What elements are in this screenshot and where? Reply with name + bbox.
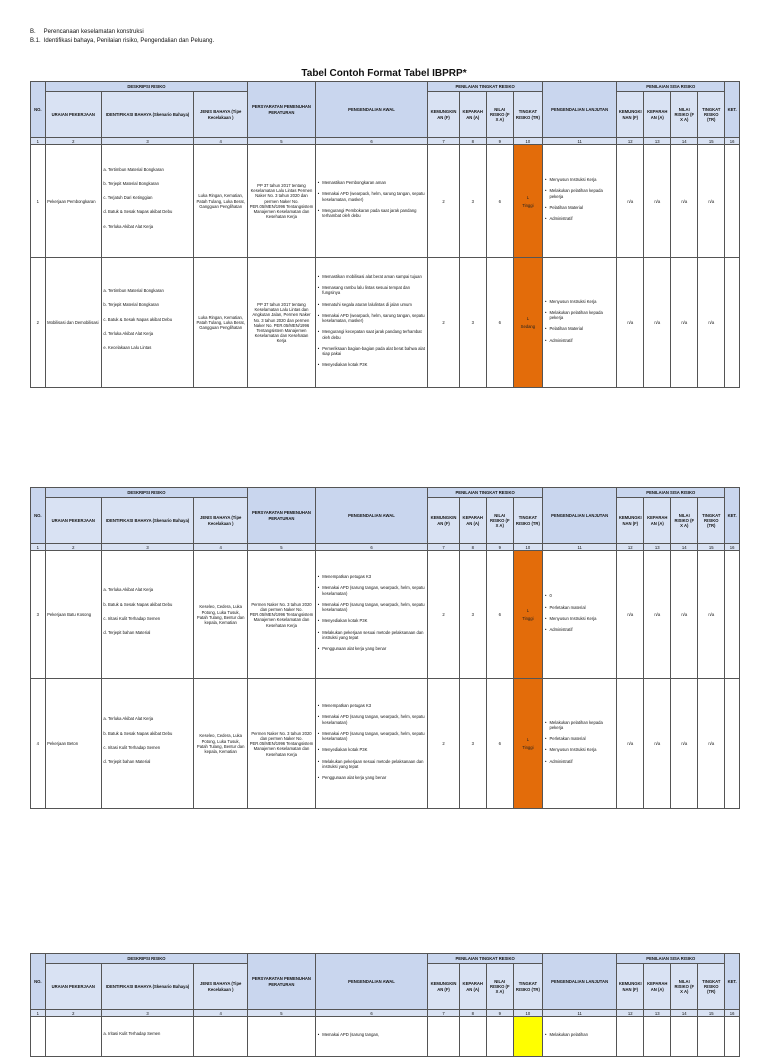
sisa-tingkat-value: n/a	[698, 258, 725, 388]
nilai-risiko-value: 6	[486, 258, 513, 388]
column-number: 4	[194, 1010, 248, 1017]
column-number: 11	[543, 138, 617, 145]
persyaratan-peraturan: PP 37 tahun 2017 tentang Keselamatan Lalu Lintas dan Angkutan Jalan, Permen Naker No. 3 tahun 2020 dan permen Naker No. PER.05/MEN/1996 Tentangsistem Manajemen Keselamatan dan Kesehatan Kerja	[248, 258, 316, 388]
sisa-tingkat-value: n/a	[698, 551, 725, 679]
header-sisa-kemungkinan: KEMUNGKINAN (F)	[617, 92, 644, 138]
column-number: 15	[698, 138, 725, 145]
further-control-list	[545, 299, 615, 343]
column-number: 4	[194, 138, 248, 145]
sisa-tingkat-value: n/a	[698, 679, 725, 809]
list-item: • Melakukan pekerjaan sesuai metode pelaksanaan dan instruksi yang tepat	[322, 759, 426, 769]
sisa-kemungkinan-value: n/a	[617, 145, 644, 258]
persyaratan-peraturan: Permen Naker No. 3 tahun 2020 dan permen Naker No. PER.05/MEN/1996 Tentangsistem Manajemen Keselamatan dan Kesehatan Kerja	[248, 679, 316, 809]
tingkat-risiko-label: Sedang	[520, 324, 536, 330]
header-no: NO.	[31, 954, 46, 1010]
list-item: c. Batuk & Sesak Napas akibat Debu	[103, 316, 173, 322]
uraian-pekerjaan	[45, 1017, 101, 1057]
pengendalian-awal	[315, 679, 428, 809]
list-item: a. Tertimbun Material Bongkaran	[103, 166, 164, 172]
pengendalian-lanjutan	[543, 258, 617, 388]
list-item: e. Terluka Akibat Alat Kerja	[103, 223, 154, 229]
row-number	[31, 1017, 46, 1057]
column-number: 16	[725, 544, 740, 551]
list-item: • 0	[550, 593, 615, 598]
list-item: • Melakukan pelatihan kepada pekerja	[550, 188, 615, 198]
sisa-nilai-value: n/a	[671, 258, 698, 388]
list-item: • Menyusun Instruksi Kerja	[550, 299, 615, 304]
table-row	[31, 551, 740, 679]
header-no: NO.	[31, 488, 46, 544]
header-identifikasi: IDENTIFIKASI BAHAYA (Skenario Bahaya)	[101, 498, 193, 544]
header-pengendalian-lanjutan: PENGENDALIAN LANJUTAN	[543, 954, 617, 1010]
list-item: • Memastikan mobilisasi alat berat aman sampai tujuan	[322, 274, 426, 279]
header-sisa-keparahan: KEPARAHAN (A)	[644, 498, 671, 544]
column-number: 16	[725, 1010, 740, 1017]
column-number: 9	[486, 138, 513, 145]
sisa-keparahan-value: n/a	[644, 551, 671, 679]
header-pengendalian-awal: PENGENDALIAN AWAL	[315, 82, 428, 138]
hazard-list	[103, 1031, 191, 1036]
section-heading-b	[30, 28, 144, 36]
pengendalian-lanjutan	[543, 145, 617, 258]
list-item: c. Iritasi Kulit Terhadap Semen	[103, 744, 161, 750]
column-number: 3	[101, 138, 193, 145]
keterangan-value	[725, 679, 740, 809]
list-item: • Menyediakan kotak P3K	[322, 362, 426, 367]
sisa-keparahan-value	[644, 1017, 671, 1057]
keterangan-value	[725, 551, 740, 679]
header-sisa-tingkat: TINGKAT RISIKO (TR)	[698, 964, 725, 1010]
list-item: • Menyusun Instruksi Kerja	[550, 747, 615, 752]
header-deskripsi-risiko: DESKRIPSI RISIKO	[45, 82, 248, 92]
control-list	[317, 180, 426, 218]
list-item: c. Iritasi Kulit Terhadap Semen	[103, 615, 161, 621]
header-nilai: NILAI RISIKO (F X A)	[486, 498, 513, 544]
column-number: 13	[644, 138, 671, 145]
column-number: 7	[428, 138, 460, 145]
column-number: 1	[31, 1010, 46, 1017]
nilai-risiko-value: 6	[486, 145, 513, 258]
sisa-nilai-value	[671, 1017, 698, 1057]
table-row	[31, 1017, 740, 1057]
header-sisa-kemungkinan: KEMUNGKINAN (F)	[617, 964, 644, 1010]
list-item: a. Terluka Akibat Alat Kerja	[103, 716, 154, 722]
header-group-row	[31, 488, 740, 498]
kemungkinan-value	[428, 1017, 460, 1057]
jenis-bahaya: Keseleo, Cedera, Luka Potong, Luka Tusuk, Patah Tulang, Bentur dan kepala, Kematian	[194, 551, 248, 679]
tingkat-risiko-label: Tinggi	[522, 202, 534, 208]
header-sisa-kemungkinan: KEMUNGKINAN (F)	[617, 498, 644, 544]
tingkat-risiko-code: L	[526, 608, 530, 613]
header-uraian: URAIAN PEKERJAAN	[45, 964, 101, 1010]
sisa-kemungkinan-value: n/a	[617, 258, 644, 388]
header-sisa-nilai: NILAI RISIKO (F X A)	[671, 964, 698, 1010]
pengendalian-lanjutan	[543, 551, 617, 679]
row-number: 2	[31, 258, 46, 388]
uraian-pekerjaan: Pekerjaan Pembongkaran	[45, 145, 101, 258]
header-persyaratan: PERSYARATAN PEMENUHAN PERATURAN	[248, 954, 316, 1010]
list-item: • Memakai APD (wearpack, helm, sarung tangan, sepatu keselamatan, masker)	[322, 191, 426, 201]
control-list	[317, 574, 426, 651]
list-item: a. Terluka Akibat Alat Kerja	[103, 587, 154, 593]
header-penilaian-tingkat: PENILAIAN TINGKAT RESIKO	[428, 488, 543, 498]
sisa-nilai-value: n/a	[671, 679, 698, 809]
list-item: • Administratif	[550, 338, 615, 343]
column-number: 8	[459, 544, 486, 551]
tingkat-risiko-cell	[513, 258, 542, 388]
column-number: 8	[459, 1010, 486, 1017]
kemungkinan-value: 2	[428, 145, 460, 258]
header-group-row	[31, 82, 740, 92]
column-number: 13	[644, 1010, 671, 1017]
pengendalian-lanjutan	[543, 1017, 617, 1057]
column-number-row	[31, 544, 740, 551]
kemungkinan-value: 2	[428, 679, 460, 809]
header-penilaian-sisa: PENILAIAN SISA RISIKO	[617, 82, 725, 92]
header-uraian: URAIAN PEKERJAAN	[45, 498, 101, 544]
column-number: 10	[513, 1010, 542, 1017]
column-number: 14	[671, 1010, 698, 1017]
header-ket: KET.	[725, 488, 740, 544]
nilai-risiko-value	[486, 1017, 513, 1057]
column-number: 14	[671, 544, 698, 551]
subsection-title: Identifikasi bahaya, Penilaian risiko, Pengendalian dan Peluang.	[43, 38, 215, 44]
pengendalian-lanjutan	[543, 679, 617, 809]
header-identifikasi: IDENTIFIKASI BAHAYA (Skenario Bahaya)	[101, 92, 193, 138]
list-item: • Menempatkan petugas K3	[322, 574, 426, 579]
column-number: 2	[45, 138, 101, 145]
header-tingkat: TINGKAT RISIKO (TR)	[513, 498, 542, 544]
sisa-keparahan-value: n/a	[644, 145, 671, 258]
column-number: 13	[644, 544, 671, 551]
list-item: b. Terjepit Material Bongkaran	[103, 302, 159, 308]
control-list	[317, 1032, 426, 1037]
list-item: • Penggunaan alat kerja yang benar	[322, 775, 426, 780]
list-item: • Melakukan pekerjaan sesuai metode pelaksanaan dan instruksi yang tepat	[322, 630, 426, 640]
list-item: • Menyediakan kotak P3K	[322, 747, 426, 752]
header-kemungkinan: KEMUNGKINAN (F)	[428, 498, 460, 544]
column-number: 8	[459, 138, 486, 145]
jenis-bahaya	[194, 1017, 248, 1057]
column-number: 5	[248, 544, 316, 551]
column-number: 10	[513, 544, 542, 551]
header-penilaian-tingkat: PENILAIAN TINGKAT RESIKO	[428, 82, 543, 92]
header-jenis: JENIS BAHAYA (Tipe Kecelakaan )	[194, 498, 248, 544]
list-item: • Memakai APD (sarung tangan, wearpack, helm, sepatu keselamatan)	[322, 602, 426, 612]
sisa-tingkat-value	[698, 1017, 725, 1057]
column-number: 5	[248, 138, 316, 145]
header-jenis: JENIS BAHAYA (Tipe Kecelakaan )	[194, 92, 248, 138]
list-item: • Menyusun Instruksi Kerja	[550, 177, 615, 182]
header-jenis: JENIS BAHAYA (Tipe Kecelakaan )	[194, 964, 248, 1010]
tingkat-risiko-code: L	[526, 194, 530, 200]
column-number: 11	[543, 544, 617, 551]
header-nilai: NILAI RISIKO (F X A)	[486, 964, 513, 1010]
header-kemungkinan: KEMUNGKINAN (F)	[428, 92, 460, 138]
ibprp-table	[30, 953, 740, 1057]
list-item: • Memakai APD (wearpack, helm, sarung tangan, sepatu keselamatan, masker)	[322, 313, 426, 323]
hazard-list	[103, 167, 191, 229]
ibprp-table	[30, 81, 740, 388]
further-control-list	[545, 1032, 615, 1037]
list-item: • Menempatkan petugas K3	[322, 703, 426, 708]
header-tingkat: TINGKAT RISIKO (TR)	[513, 92, 542, 138]
column-number: 2	[45, 544, 101, 551]
pengendalian-awal	[315, 1017, 428, 1057]
nilai-risiko-value: 6	[486, 551, 513, 679]
list-item: • Administratif	[550, 216, 615, 221]
column-number: 14	[671, 138, 698, 145]
pengendalian-awal	[315, 258, 428, 388]
tingkat-risiko-label: Tinggi	[522, 616, 534, 622]
header-pengendalian-lanjutan: PENGENDALIAN LANJUTAN	[543, 82, 617, 138]
column-number: 9	[486, 1010, 513, 1017]
list-item: • Memastikan Pembongkaran aman	[322, 180, 426, 185]
keterangan-value	[725, 145, 740, 258]
tingkat-risiko-cell	[513, 1017, 542, 1057]
keparahan-value: 3	[459, 679, 486, 809]
persyaratan-peraturan	[248, 1017, 316, 1057]
list-item: • Administratif	[550, 627, 615, 632]
keparahan-value: 3	[459, 551, 486, 679]
list-item: • Melakukan pelatihan kepada pekerja	[550, 720, 615, 730]
list-item: d. Batuk & Sesak Napas akibat Debu	[103, 209, 173, 215]
column-number: 3	[101, 1010, 193, 1017]
section-number: B.	[30, 29, 36, 35]
table-row	[31, 679, 740, 809]
list-item: b. Batuk & Sesak Napas akibat Debu	[103, 601, 173, 607]
uraian-pekerjaan: Pekerjaan Beton	[45, 679, 101, 809]
sisa-nilai-value: n/a	[671, 551, 698, 679]
list-item: • Mematuhi segala aturan lalulintas di jalan umum	[322, 302, 426, 307]
list-item: • Mengurangi kecepatan saat jarak pandang terhambat oleh debu	[322, 329, 426, 339]
header-pengendalian-awal: PENGENDALIAN AWAL	[315, 488, 428, 544]
header-uraian: URAIAN PEKERJAAN	[45, 92, 101, 138]
list-item: • Pelatihan Material	[550, 205, 615, 210]
list-item: • Memakai APD (sarung tangan,	[322, 1032, 426, 1037]
column-number: 16	[725, 138, 740, 145]
sisa-kemungkinan-value: n/a	[617, 551, 644, 679]
sisa-kemungkinan-value: n/a	[617, 679, 644, 809]
column-number: 15	[698, 544, 725, 551]
column-number: 12	[617, 544, 644, 551]
column-number-row	[31, 1010, 740, 1017]
identifikasi-bahaya	[101, 551, 193, 679]
header-penilaian-sisa: PENILAIAN SISA RISIKO	[617, 954, 725, 964]
jenis-bahaya: Luka Ringan, Kematian, Patah Tulang, Luka Berat, Gangguan Penglihatan	[194, 145, 248, 258]
header-deskripsi-risiko: DESKRIPSI RISIKO	[45, 488, 248, 498]
list-item: d. Terluka Akibat Alat Kerja	[103, 330, 154, 336]
header-keparahan: KEPARAHAN (A)	[459, 92, 486, 138]
sisa-tingkat-value: n/a	[698, 145, 725, 258]
further-control-list	[545, 720, 615, 764]
list-item: • Menyusun Instruksi Kerja	[550, 616, 615, 621]
jenis-bahaya: Luka Ringan, Kematian, Patah Tulang, Luka Berat, Gangguan Penglihatan	[194, 258, 248, 388]
section-heading-b1	[30, 37, 214, 45]
row-number: 3	[31, 551, 46, 679]
list-item: d. Terjepit bahan Material	[103, 629, 151, 635]
column-number: 10	[513, 138, 542, 145]
section-title: Perencanaan keselamatan konstruksi	[43, 29, 144, 35]
column-number: 9	[486, 544, 513, 551]
identifikasi-bahaya	[101, 1017, 193, 1057]
identifikasi-bahaya	[101, 145, 193, 258]
list-item: a. Iritasi Kulit Terhadap Semen	[103, 1030, 161, 1036]
tingkat-risiko-code: L	[526, 737, 530, 742]
column-number: 12	[617, 138, 644, 145]
identifikasi-bahaya	[101, 258, 193, 388]
list-item: a. Tertimbun Material Bongkaran	[103, 288, 164, 294]
list-item: • Memakai APD (sarung tangan, wearpack, helm, sepatu keselamatan)	[322, 731, 426, 741]
persyaratan-peraturan: Permen Naker No. 3 tahun 2020 dan permen Naker No. PER.05/MEN/1996 Tentangsistem Manajemen Keselamatan dan Kesehatan Kerja	[248, 551, 316, 679]
header-deskripsi-risiko: DESKRIPSI RISIKO	[45, 954, 248, 964]
header-persyaratan: PERSYARATAN PEMENUHAN PERATURAN	[248, 82, 316, 138]
header-tingkat: TINGKAT RISIKO (TR)	[513, 964, 542, 1010]
control-list	[317, 703, 426, 780]
header-group-row	[31, 954, 740, 964]
list-item: • Memasang rambu lalu lintas sesuai tempat dan fungsinya	[322, 285, 426, 295]
column-number-row	[31, 138, 740, 145]
header-persyaratan: PERSYARATAN PEMENUHAN PERATURAN	[248, 488, 316, 544]
list-item: • Perletakan material	[550, 605, 615, 610]
header-sisa-tingkat: TINGKAT RISIKO (TR)	[698, 92, 725, 138]
column-number: 3	[101, 544, 193, 551]
table-row	[31, 145, 740, 258]
sisa-keparahan-value: n/a	[644, 679, 671, 809]
column-number: 6	[315, 1010, 428, 1017]
header-nilai: NILAI RISIKO (F X A)	[486, 92, 513, 138]
sisa-kemungkinan-value	[617, 1017, 644, 1057]
list-item: • Menyediakan kotak P3K	[322, 618, 426, 623]
keparahan-value: 3	[459, 145, 486, 258]
hazard-list	[103, 587, 191, 635]
column-number: 5	[248, 1010, 316, 1017]
row-number: 4	[31, 679, 46, 809]
header-sisa-tingkat: TINGKAT RISIKO (TR)	[698, 498, 725, 544]
list-item: • Melakukan pelatihan kepada pekerja	[550, 310, 615, 320]
column-number: 7	[428, 544, 460, 551]
tingkat-risiko-cell	[513, 145, 542, 258]
header-sisa-nilai: NILAI RISIKO (F X A)	[671, 92, 698, 138]
pengendalian-awal	[315, 551, 428, 679]
header-sisa-keparahan: KEPARAHAN (A)	[644, 92, 671, 138]
list-item: • Penggunaan alat kerja yang benar	[322, 646, 426, 651]
row-number: 1	[31, 145, 46, 258]
further-control-list	[545, 593, 615, 632]
header-pengendalian-awal: PENGENDALIAN AWAL	[315, 954, 428, 1010]
header-identifikasi: IDENTIFIKASI BAHAYA (Skenario Bahaya)	[101, 964, 193, 1010]
column-number: 11	[543, 1010, 617, 1017]
tingkat-risiko-label: Tinggi	[522, 745, 534, 751]
jenis-bahaya: Keseleo, Cedera, Luka Potong, Luka Tusuk, Patah Tulang, Bentur dan kepala, Kematian	[194, 679, 248, 809]
column-number: 6	[315, 544, 428, 551]
tingkat-risiko-cell	[513, 679, 542, 809]
identifikasi-bahaya	[101, 679, 193, 809]
header-ket: KET.	[725, 82, 740, 138]
header-ket: KET.	[725, 954, 740, 1010]
hazard-list	[103, 716, 191, 764]
list-item: e. Kecelakaan Lalu Lintas	[103, 345, 152, 350]
list-item: • Mengurangi Pembokaran pada saat jarak pandang terhambat oleh debu	[322, 208, 426, 218]
uraian-pekerjaan: Mobilisasi dan Demobilisasi	[45, 258, 101, 388]
list-item: b. Terjepit Material Bongkaran	[103, 180, 159, 186]
column-number: 15	[698, 1010, 725, 1017]
hazard-list	[103, 288, 191, 350]
pengendalian-awal	[315, 145, 428, 258]
ibprp-table	[30, 487, 740, 809]
list-item: • Administratif	[550, 759, 615, 764]
table-row	[31, 258, 740, 388]
column-number: 6	[315, 138, 428, 145]
sisa-nilai-value: n/a	[671, 145, 698, 258]
uraian-pekerjaan: Pekerjaan Batu Kosong	[45, 551, 101, 679]
list-item: • Melakukan pelatihan	[550, 1032, 615, 1037]
keparahan-value: 3	[459, 258, 486, 388]
nilai-risiko-value: 6	[486, 679, 513, 809]
table-title: Tabel Contoh Format Tabel IBPRP*	[301, 68, 467, 79]
list-item: b. Batuk & Sesak Napas akibat Debu	[103, 730, 173, 736]
column-number: 1	[31, 544, 46, 551]
tingkat-risiko-code: L	[526, 316, 530, 321]
header-sisa-nilai: NILAI RISIKO (F X A)	[671, 498, 698, 544]
column-number: 4	[194, 544, 248, 551]
header-pengendalian-lanjutan: PENGENDALIAN LANJUTAN	[543, 488, 617, 544]
kemungkinan-value: 2	[428, 551, 460, 679]
header-penilaian-sisa: PENILAIAN SISA RISIKO	[617, 488, 725, 498]
list-item: • Pelatihan Material	[550, 326, 615, 331]
persyaratan-peraturan: PP 37 tahun 2017 tentang Keselamatan Lalu Lintas Permen Naker No. 3 tahun 2020 dan permen Naker No. PER.05/MEN/1996 Tentangsistem Manajemen Keselamatan dan Kesehatan Kerja	[248, 145, 316, 258]
keterangan-value	[725, 1017, 740, 1057]
column-number: 1	[31, 138, 46, 145]
header-keparahan: KEPARAHAN (A)	[459, 498, 486, 544]
list-item: • Memakai APD (sarung tangan, wearpack, helm, sepatu keselamatan)	[322, 714, 426, 724]
list-item: c. Terjatuh Dari Ketinggian	[103, 195, 153, 201]
column-number: 7	[428, 1010, 460, 1017]
further-control-list	[545, 177, 615, 221]
subsection-number: B.1.	[30, 38, 41, 44]
header-no: NO.	[31, 82, 46, 138]
header-sisa-keparahan: KEPARAHAN (A)	[644, 964, 671, 1010]
column-number: 12	[617, 1010, 644, 1017]
sisa-keparahan-value: n/a	[644, 258, 671, 388]
header-kemungkinan: KEMUNGKINAN (F)	[428, 964, 460, 1010]
keterangan-value	[725, 258, 740, 388]
list-item: • Memakai APD (sarung tangan, wearpack, helm, sepatu keselamatan)	[322, 585, 426, 595]
tingkat-risiko-cell	[513, 551, 542, 679]
keparahan-value	[459, 1017, 486, 1057]
header-penilaian-tingkat: PENILAIAN TINGKAT RESIKO	[428, 954, 543, 964]
control-list	[317, 274, 426, 367]
list-item: d. Terjepit bahan Material	[103, 758, 151, 764]
header-keparahan: KEPARAHAN (A)	[459, 964, 486, 1010]
column-number: 2	[45, 1010, 101, 1017]
kemungkinan-value: 2	[428, 258, 460, 388]
list-item: • Pemeriksaan bagian-bagian pada alat berat bahwa alat siap pakai	[322, 346, 426, 356]
list-item: • Perletakan material	[550, 736, 615, 741]
